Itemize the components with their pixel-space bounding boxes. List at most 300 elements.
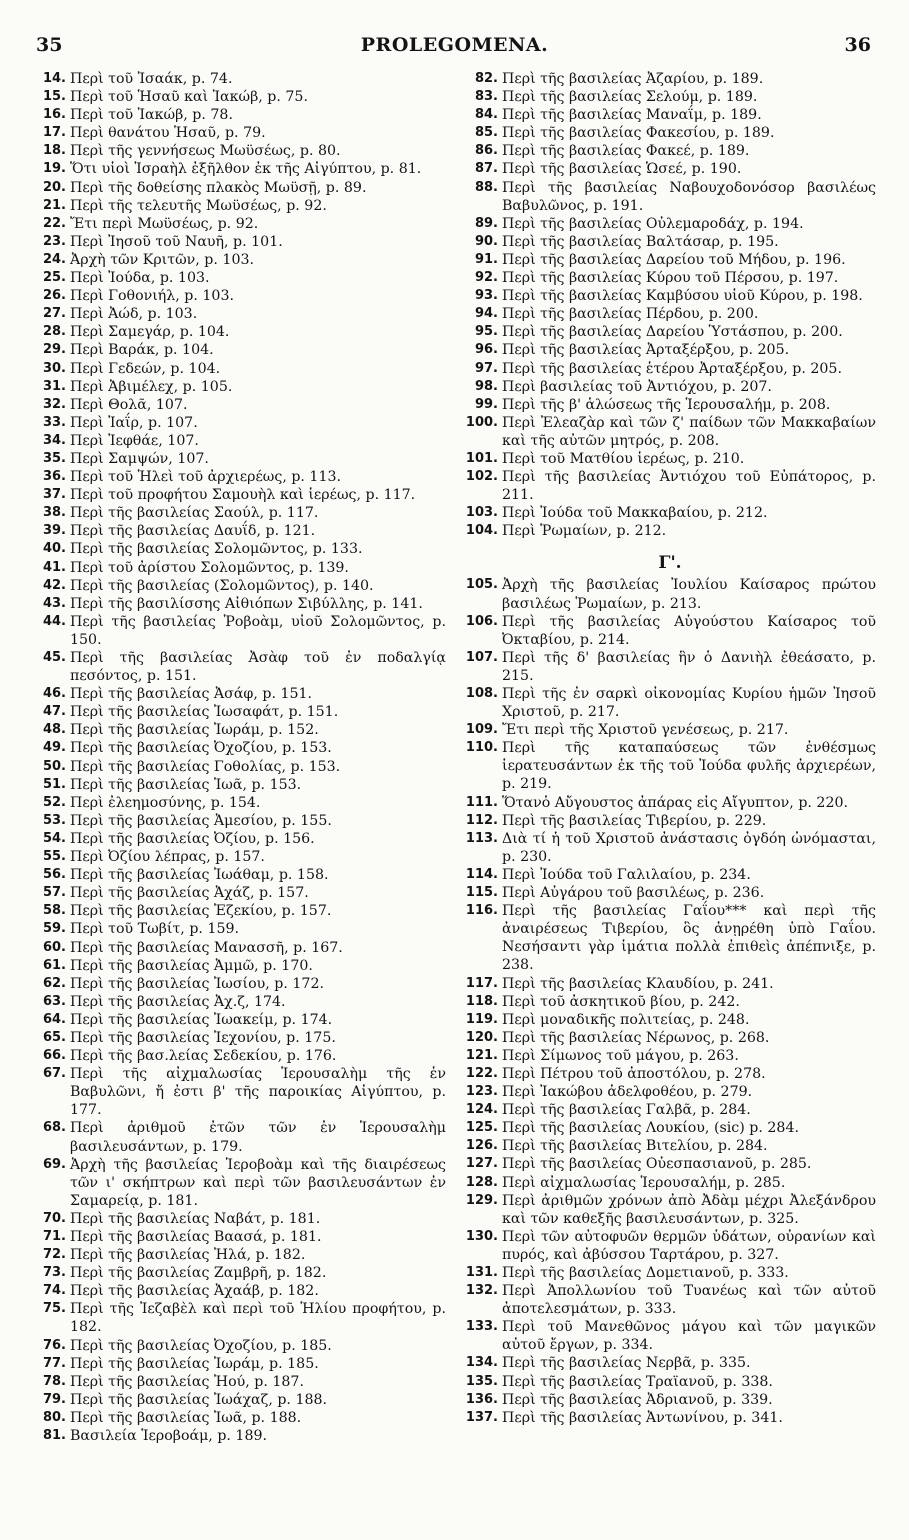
toc-entry	[464, 1101, 876, 1119]
entry-number: 61.	[42, 957, 66, 973]
right-column-part-b	[464, 576, 876, 1426]
entry-text: Περὶ τῆς βασιλείας Φακεέ, p. 189.	[502, 143, 750, 160]
toc-entry	[38, 197, 446, 215]
entry-text: Περὶ τῆς βασιλείας ἑτέρου Ἀρταξέρξου, p. 205.	[502, 360, 842, 377]
entry-text: Περὶ τῆς βασιλείας Σελούμ, p. 189.	[502, 89, 758, 106]
entry-text: Περὶ τῆς βασιλείας Μαναΐμ, p. 189.	[502, 107, 762, 124]
entry-number: 53.	[42, 812, 66, 828]
entry-number: 78.	[42, 1373, 66, 1389]
entry-text: Περὶ τῆς βασιλείας Ὀζίου, p. 156.	[70, 830, 315, 847]
entry-text: Περὶ τοῦ Τωβίτ, p. 159.	[70, 921, 240, 938]
entry-number: 34.	[42, 432, 66, 448]
entry-text: Περὶ τῆς τελευτῆς Μωϋσέως, p. 92.	[70, 197, 327, 214]
entry-text: Περὶ τῆς βασιλείας Ἀδριανοῦ, p. 339.	[502, 1391, 773, 1408]
entry-text: Περὶ αἰχμαλωσίας Ἱερουσαλήμ, p. 285.	[502, 1174, 786, 1191]
entry-text: Περὶ τῆς γεννήσεως Μωϋσέως, p. 80.	[70, 143, 341, 160]
entry-number: 63.	[42, 993, 66, 1009]
entry-number: 32.	[42, 396, 66, 412]
entry-number: 120.	[465, 1029, 498, 1045]
page-number-left: 35	[36, 34, 63, 56]
toc-entry	[464, 1354, 876, 1372]
entry-number: 121.	[465, 1047, 498, 1063]
page-header	[0, 34, 909, 64]
entry-number: 102.	[465, 469, 498, 485]
entry-text: Περὶ ἐλεημοσύνης, p. 154.	[70, 794, 261, 811]
toc-entry	[38, 88, 446, 106]
entry-text: Περὶ τῆς βασιλείας Κύρου τοῦ Πέρσου, p. 197.	[502, 270, 839, 287]
entry-text: Ἀρχὴ τῶν Κριτῶν, p. 103.	[70, 251, 255, 268]
entry-text: Περὶ τῆς βασιλείας Ἀχαάβ, p. 182.	[70, 1283, 319, 1300]
entry-number: 25.	[42, 270, 66, 286]
entry-text: Περὶ Ἰεφθάε, 107.	[70, 432, 199, 449]
entry-number: 49.	[42, 740, 66, 756]
toc-entry	[38, 360, 446, 378]
entry-number: 109.	[465, 722, 498, 738]
toc-entry	[464, 160, 876, 178]
entry-number: 70.	[42, 1210, 66, 1226]
entry-text: Περὶ τῆς βασιλείας Ὀχοζίου, p. 153.	[70, 740, 332, 757]
entry-number: 136.	[465, 1391, 498, 1407]
entry-text: Περὶ τῆς βασιλείας Ἀντιόχου τοῦ Εὐπάτορος, p. 211.	[502, 469, 876, 504]
toc-entry	[464, 360, 876, 378]
entry-text: Περὶ τῆς βασιλείας Τιβερίου, p. 229.	[502, 812, 767, 829]
toc-entry	[38, 1409, 446, 1427]
toc-entry	[38, 1391, 446, 1409]
entry-text: Περὶ τῆς βασιλείας Ἀντωνίνου, p. 341.	[502, 1409, 783, 1426]
entry-text: Περὶ τῆς βασιλείας Γαΐου*** καὶ περὶ τῆς ἀναιρέσεως Τιβερίου, ὃς ἀνῃρέθη ὑπὸ Γαΐου. Νεσήσαντι γὰρ ἱμάτια πολλὰ ἐπιθεὶς ἀπέπνιξε, p. 238.	[502, 903, 876, 974]
entry-number: 15.	[42, 89, 66, 105]
entry-number: 115.	[465, 885, 498, 901]
entry-text: Περὶ τῆς βασιλείας Σολομῶντος, p. 133.	[70, 541, 363, 558]
entry-number: 110.	[465, 740, 498, 756]
entry-number: 66.	[42, 1048, 66, 1064]
entry-text: Περὶ τῆς βασιλείας Ῥοβοὰμ, υἱοῦ Σολομῶντος, p. 150.	[70, 613, 446, 648]
entry-text: Περὶ τοῦ Ἰακώβ, p. 78.	[70, 107, 233, 124]
entry-number: 105.	[465, 577, 498, 593]
entry-number: 127.	[465, 1156, 498, 1172]
entry-text: Περὶ τοῦ Ματθίου ἱερέως, p. 210.	[502, 450, 745, 467]
page-number-right: 36	[844, 34, 871, 56]
entry-text: Περὶ τοῦ ἀρίστου Σολομῶντος, p. 139.	[70, 559, 349, 576]
entry-text: Περὶ Αὐγάρου τοῦ βασιλέως, p. 236.	[502, 885, 765, 902]
entry-text: Περὶ τῆς βασιλείας Πέρδου, p. 200.	[502, 306, 759, 323]
toc-entry	[38, 613, 446, 649]
entry-number: 57.	[42, 885, 66, 901]
entry-text: Περὶ τῆς βασιλείας Δαρείου τοῦ Μήδου, p. 196.	[502, 251, 846, 268]
entry-text: Περὶ τῆς βασιλείας Ἐζεκίου, p. 157.	[70, 903, 332, 920]
entry-text: Ἀρχὴ τῆς βασιλείας Ἱεροβοὰμ καὶ τῆς διαιρέσεως τῶν ι' σκήπτρων καὶ περὶ τῶν βασιλευσάντων ἐν Σαμαρείᾳ, p. 181.	[70, 1156, 446, 1209]
entry-text: Περὶ Ἀβιμέλεχ, p. 105.	[70, 378, 233, 395]
entry-text: Περὶ βασιλείας τοῦ Ἀντιόχου, p. 207.	[502, 378, 772, 395]
toc-entry	[38, 1337, 446, 1355]
toc-entry	[464, 866, 876, 884]
entry-number: 18.	[42, 143, 66, 159]
toc-entry	[38, 160, 446, 178]
toc-entry	[38, 341, 446, 359]
toc-entry	[464, 341, 876, 359]
entry-text: Περὶ Ἀπολλωνίου τοῦ Τυανέως καὶ τῶν αὐτοῦ ἀποτελεσμάτων, p. 333.	[502, 1283, 876, 1318]
toc-entry	[464, 721, 876, 739]
toc-entry	[464, 1409, 876, 1427]
entry-number: 26.	[42, 288, 66, 304]
entry-number: 107.	[465, 649, 498, 665]
entry-text: Περὶ ἀριθμῶν χρόνων ἀπὸ Ἀδὰμ μέχρι Ἀλεξάνδρου καὶ τῶν καθεξῆς βασιλευσάντων, p. 325.	[502, 1192, 876, 1227]
entry-text: Ὅτι υἱοὶ Ἰσραὴλ ἐξῆλθον ἐκ τῆς Αἰγύπτου, p. 81.	[70, 161, 422, 178]
entry-number: 137.	[465, 1409, 498, 1425]
entry-number: 82.	[474, 71, 498, 86]
entry-number: 27.	[42, 306, 66, 322]
entry-text: Περὶ τῆς βασιλείας Καμβύσου υἱοῦ Κύρου, p. 198.	[502, 288, 863, 305]
toc-entry	[464, 649, 876, 685]
entry-number: 128.	[465, 1174, 498, 1190]
entry-text: Περὶ μοναδικῆς πολιτείας, p. 248.	[502, 1011, 750, 1028]
entry-text: Διὰ τί ἡ τοῦ Χριστοῦ ἀνάστασις ὀγδόη ὠνόμασται, p. 230.	[502, 830, 876, 865]
entry-number: 55.	[42, 849, 66, 865]
toc-entry	[464, 739, 876, 793]
entry-number: 95.	[474, 324, 498, 340]
entry-number: 41.	[42, 559, 66, 575]
entry-number: 17.	[42, 125, 66, 141]
toc-entry	[464, 378, 876, 396]
entry-text: Περὶ τῆς βασιλείας Φακεσίου, p. 189.	[502, 125, 775, 142]
entry-text: Περὶ τῆς βασιλείας Ἰωᾶ, p. 188.	[70, 1409, 302, 1426]
toc-entry	[38, 685, 446, 703]
entry-number: 117.	[465, 975, 498, 991]
entry-text: Περὶ τῆς βασιλείας Κλαυδίου, p. 241.	[502, 975, 774, 992]
entry-number: 16.	[42, 107, 66, 123]
toc-entry	[464, 233, 876, 251]
entry-text: Περὶ τῆς βασιλείας Ἀζαρίου, p. 189.	[502, 71, 764, 87]
entry-number: 31.	[42, 378, 66, 394]
entry-text: Περὶ τῶν αὐτοφυῶν θερμῶν ὑδάτων, οὐρανίων καὶ πυρός, καὶ ἀβύσσου Ταρτάρου, p. 327.	[502, 1228, 876, 1263]
toc-entry	[38, 215, 446, 233]
entry-number: 28.	[42, 324, 66, 340]
toc-entry	[464, 1011, 876, 1029]
entry-text: Περὶ τῆς βασιλείας Μανασσῆ, p. 167.	[70, 939, 343, 956]
entry-number: 91.	[474, 251, 498, 267]
entry-text: Περὶ τῆς βασιλείας Ὀχοζίου, p. 185.	[70, 1337, 332, 1354]
entry-text: Περὶ τῆς βασιλίσσης Αἰθιόπων Σιβύλλης, p. 141.	[70, 595, 423, 612]
entry-text: Περὶ τῆς δ' βασιλείας ἣν ὁ Δανιὴλ ἐθεάσατο, p. 215.	[502, 649, 876, 684]
toc-entry	[38, 721, 446, 739]
entry-number: 37.	[42, 487, 66, 503]
entry-text: Περὶ τῆς βασιλείας Λουκίου, (sic) p. 284.	[502, 1120, 799, 1137]
right-column-part-a	[464, 70, 876, 540]
entry-text: Περὶ τῆς βασιλείας Ἰωράμ, p. 185.	[70, 1355, 319, 1372]
entry-number: 71.	[42, 1229, 66, 1244]
entry-text: Περὶ Ἰησοῦ τοῦ Ναυῆ, p. 101.	[70, 233, 283, 250]
entry-text: Περὶ τῆς βασιλείας Ναβάτ, p. 181.	[70, 1210, 321, 1227]
toc-entry	[38, 287, 446, 305]
entry-text: Ἀρχὴ τῆς βασιλείας Ἰουλίου Καίσαρος πρώτου βασιλέως Ῥωμαίων, p. 213.	[502, 577, 876, 612]
entry-text: Περὶ θανάτου Ἡσαῦ, p. 79.	[70, 125, 266, 142]
toc-entry	[38, 1011, 446, 1029]
toc-entry	[38, 106, 446, 124]
entry-text: Περὶ τοῦ ἀσκητικοῦ βίου, p. 242.	[502, 993, 740, 1010]
entry-text: Περὶ Γοθονιήλ, p. 103.	[70, 288, 234, 305]
entry-text: Περὶ Ἰούδα τοῦ Γαλιλαίου, p. 234.	[502, 866, 751, 883]
toc-entry	[464, 993, 876, 1011]
entry-text: Περὶ Ὀζίου λέπρας, p. 157.	[70, 849, 265, 866]
toc-entry	[38, 70, 446, 88]
entry-text: Περὶ τῆς βασιλείας Ἰωάχαζ, p. 188.	[70, 1391, 328, 1408]
toc-entry	[464, 1083, 876, 1101]
toc-entry	[38, 1373, 446, 1391]
toc-entry	[464, 830, 876, 866]
entry-text: Περὶ τῆς βασιλείας Ναβουχοδονόσορ βασιλέως Βαβυλῶνος, p. 191.	[502, 179, 876, 214]
entry-text: Περὶ τῆς βασιλείας Σαούλ, p. 117.	[70, 505, 319, 522]
entry-number: 111.	[465, 794, 498, 810]
entry-text: Περὶ τῆς βασιλείας Ἀχ.ζ, 174.	[70, 993, 286, 1010]
entry-text: Περὶ τῆς βασιλείας Ἀσάφ, p. 151.	[70, 686, 313, 703]
toc-entry	[38, 179, 446, 197]
entry-number: 87.	[474, 161, 498, 177]
entry-number: 54.	[42, 830, 66, 846]
toc-entry	[38, 251, 446, 269]
entry-text: Περὶ τοῦ προφήτου Σαμουὴλ καὶ ἱερέως, p. 117.	[70, 487, 416, 504]
toc-entry	[38, 233, 446, 251]
entry-text: Περὶ Βαράκ, p. 104.	[70, 342, 214, 359]
entry-number: 47.	[42, 704, 66, 720]
entry-number: 129.	[465, 1192, 498, 1208]
entry-text: Περὶ τῆς βασιλείας Ἰωακείμ, p. 174.	[70, 1011, 333, 1028]
entry-number: 35.	[42, 450, 66, 466]
entry-number: 29.	[42, 342, 66, 358]
entry-number: 97.	[474, 360, 498, 376]
entry-number: 88.	[474, 179, 498, 195]
entry-text: Περὶ Ἀώδ, p. 103.	[70, 306, 198, 323]
entry-text: Περὶ τῆς βασιλείας Ἰωσίου, p. 172.	[70, 975, 324, 992]
entry-text: Περὶ τῆς βασιλείας Οὐεσπασιανοῦ, p. 285.	[502, 1156, 812, 1173]
entry-text: Ὅτανὁ Αὔγουστος ἀπάρας εἰς Αἴγυπτον, p. 220.	[502, 794, 849, 811]
toc-entry	[38, 540, 446, 558]
toc-entry	[38, 595, 446, 613]
entry-number: 80.	[42, 1409, 66, 1425]
section-marker: Γ'.	[658, 553, 682, 574]
entry-number: 103.	[465, 505, 498, 521]
entry-number: 33.	[42, 414, 66, 430]
toc-entry	[464, 812, 876, 830]
toc-entry	[464, 504, 876, 522]
toc-entry	[38, 939, 446, 957]
toc-entry	[38, 758, 446, 776]
entry-text: Περὶ τῆς αἰχμαλωσίας Ἱερουσαλὴμ τῆς ἐν Βαβυλῶνι, ἤ ἐστι β' τῆς παροικίας Αἰγύπτου, p. 177.	[70, 1066, 446, 1119]
entry-number: 76.	[42, 1337, 66, 1353]
toc-entry	[38, 468, 446, 486]
entry-number: 60.	[42, 939, 66, 955]
entry-text: Περὶ τοῦ Ἡλεὶ τοῦ ἀρχιερέως, p. 113.	[70, 469, 342, 486]
entry-text: Περὶ τῆς βασιλείας Δομετιανοῦ, p. 333.	[502, 1265, 789, 1281]
toc-entry	[464, 142, 876, 160]
entry-number: 43.	[42, 595, 66, 611]
entry-number: 23.	[42, 233, 66, 249]
entry-text: Περὶ Ῥωμαίων, p. 212.	[502, 523, 667, 540]
toc-entry	[464, 1029, 876, 1047]
entry-text: Περὶ Ἰούδα, p. 103.	[70, 270, 210, 287]
entry-number: 123.	[465, 1084, 498, 1100]
entry-number: 45.	[42, 650, 66, 665]
entry-number: 62.	[42, 975, 66, 991]
toc-entry	[38, 866, 446, 884]
toc-entry	[464, 1228, 876, 1264]
entry-text: Περὶ τῆς βασιλείας Γοθολίας, p. 153.	[70, 758, 341, 775]
entry-number: 135.	[465, 1373, 498, 1389]
toc-entry	[38, 577, 446, 595]
toc-entry	[38, 1210, 446, 1228]
entry-text: Περὶ τῆς καταπαύσεως τῶν ἐνθέσμως ἱερατευσάντων ἐκ τῆς τοῦ Ἰούδα φυλῆς ἀρχιερέων, p. 219.	[502, 740, 876, 793]
toc-entry	[38, 1065, 446, 1119]
toc-entry	[38, 975, 446, 993]
toc-entry	[38, 902, 446, 920]
entry-text: Βασιλεία Ἱεροβοάμ, p. 189.	[70, 1428, 268, 1445]
entry-number: 90.	[474, 233, 498, 249]
entry-number: 118.	[465, 993, 498, 1009]
entry-number: 122.	[465, 1065, 498, 1081]
toc-entry	[38, 142, 446, 160]
entry-text: Περὶ Σαμεγάρ, p. 104.	[70, 324, 230, 341]
entry-number: 19.	[42, 161, 66, 177]
entry-number: 89.	[474, 215, 498, 231]
entry-text: Περὶ Ἰαΐρ, p. 107.	[70, 414, 198, 431]
entry-text: Περὶ Ἰούδα τοῦ Μακκαβαίου, p. 212.	[502, 505, 768, 522]
toc-entry	[464, 1174, 876, 1192]
entry-text: Περὶ τῆς βασιλείας Βιτελίου, p. 284.	[502, 1138, 768, 1155]
entry-text: Περὶ τῆς βασιλείας Γαλβᾶ, p. 284.	[502, 1102, 751, 1119]
toc-entry	[464, 902, 876, 974]
entry-text: Περὶ Σίμωνος τοῦ μάγου, p. 263.	[502, 1047, 739, 1064]
entry-text: Περὶ τοῦ Μανεθῶνος μάγου καὶ τῶν μαγικῶν αὐτοῦ ἔργων, p. 334.	[502, 1319, 876, 1354]
entry-number: 119.	[465, 1011, 498, 1027]
entry-number: 59.	[42, 921, 66, 937]
toc-entry	[464, 685, 876, 721]
toc-entry	[464, 468, 876, 504]
entry-text: Περὶ Σαμψών, 107.	[70, 450, 209, 467]
entry-text: Ἔτι περὶ Μωϋσέως, p. 92.	[70, 215, 259, 232]
toc-entry	[464, 70, 876, 88]
entry-number: 100.	[465, 414, 498, 430]
toc-entry	[38, 486, 446, 504]
toc-entry	[464, 1391, 876, 1409]
toc-entry	[38, 305, 446, 323]
toc-entry	[38, 414, 446, 432]
toc-entry	[38, 1029, 446, 1047]
entry-text: Περὶ Πέτρου τοῦ ἀποστόλου, p. 278.	[502, 1065, 766, 1082]
toc-entry	[464, 179, 876, 215]
toc-entry	[38, 703, 446, 721]
toc-entry	[38, 269, 446, 287]
toc-entry	[464, 323, 876, 341]
toc-entry	[38, 812, 446, 830]
entry-number: 96.	[474, 342, 498, 358]
toc-entry	[38, 323, 446, 341]
entry-number: 73.	[42, 1265, 66, 1281]
entry-number: 64.	[42, 1011, 66, 1027]
toc-entry	[464, 106, 876, 124]
entry-number: 30.	[42, 360, 66, 376]
toc-entry	[464, 414, 876, 450]
toc-entry	[464, 88, 876, 106]
left-column	[38, 70, 446, 1445]
entry-number: 131.	[465, 1265, 498, 1280]
entry-number: 52.	[42, 794, 66, 810]
entry-text: Περὶ τῆς βασιλείας Ἰωράμ, p. 152.	[70, 722, 319, 739]
entry-number: 114.	[465, 866, 498, 882]
entry-number: 56.	[42, 867, 66, 883]
entry-text: Περὶ τῆς βασιλείας Ἰωάθαμ, p. 158.	[70, 867, 329, 884]
entry-number: 22.	[42, 215, 66, 231]
toc-entry	[464, 1047, 876, 1065]
toc-entry	[464, 794, 876, 812]
entry-number: 106.	[465, 613, 498, 629]
entry-number: 67.	[42, 1066, 66, 1082]
entry-number: 50.	[42, 758, 66, 774]
entry-number: 85.	[474, 125, 498, 141]
toc-entry	[38, 848, 446, 866]
toc-entry	[38, 1047, 446, 1065]
toc-entry	[38, 1264, 446, 1282]
entry-number: 36.	[42, 469, 66, 485]
entry-number: 40.	[42, 541, 66, 557]
entry-number: 42.	[42, 577, 66, 593]
entry-number: 112.	[465, 812, 498, 828]
entry-number: 44.	[42, 613, 66, 629]
entry-text: Περὶ Ἰακώβου ἀδελφοθέου, p. 279.	[502, 1084, 753, 1101]
entry-number: 68.	[42, 1120, 66, 1136]
toc-entry	[464, 1065, 876, 1083]
entry-number: 132.	[465, 1283, 498, 1299]
entry-number: 79.	[42, 1391, 66, 1407]
entry-text: Περὶ Θολᾶ, 107.	[70, 396, 188, 413]
toc-entry	[464, 884, 876, 902]
entry-text: Περὶ τοῦ Ἰσαάκ, p. 74.	[70, 71, 233, 87]
toc-entry	[464, 975, 876, 993]
toc-entry	[38, 450, 446, 468]
toc-entry	[38, 378, 446, 396]
entry-number: 38.	[42, 505, 66, 521]
toc-entry	[38, 124, 446, 142]
entry-number: 24.	[42, 251, 66, 267]
toc-entry	[38, 920, 446, 938]
entry-number: 130.	[465, 1228, 498, 1244]
entry-text: Περὶ τῆς βασιλείας Ἠού, p. 187.	[70, 1373, 304, 1390]
entry-number: 20.	[42, 179, 66, 195]
toc-entry	[464, 1373, 876, 1391]
toc-entry	[38, 522, 446, 540]
toc-entry	[464, 1318, 876, 1354]
toc-entry	[464, 1119, 876, 1137]
entry-text: Περὶ τῆς βασιλείας Αὐγούστου Καίσαρος τοῦ Ὀκταβίου, p. 214.	[502, 613, 876, 648]
toc-entry	[38, 830, 446, 848]
toc-entry	[38, 1156, 446, 1210]
entry-number: 58.	[42, 903, 66, 919]
entry-number: 84.	[474, 107, 498, 123]
entry-text: Περὶ τῆς βασιλείας Οὐλεμαροδάχ, p. 194.	[502, 215, 804, 232]
entry-number: 46.	[42, 686, 66, 702]
toc-entry	[38, 1246, 446, 1264]
toc-entry	[38, 993, 446, 1011]
entry-number: 39.	[42, 523, 66, 539]
entry-text: Περὶ τῆς βασιλείας (Σολομῶντος), p. 140.	[70, 577, 374, 594]
toc-entry	[38, 432, 446, 450]
toc-entry	[38, 649, 446, 685]
entry-text: Περὶ τῆς βασιλείας Ἰωσαφάτ, p. 151.	[70, 704, 339, 721]
toc-entry	[464, 269, 876, 287]
entry-number: 51.	[42, 776, 66, 792]
entry-text: Περὶ τῆς βασιλείας Τραϊανοῦ, p. 338.	[502, 1373, 773, 1390]
entry-text: Περὶ τῆς βασιλείας Δαυΐδ, p. 121.	[70, 523, 316, 540]
toc-entry	[464, 613, 876, 649]
right-column	[464, 70, 876, 1427]
